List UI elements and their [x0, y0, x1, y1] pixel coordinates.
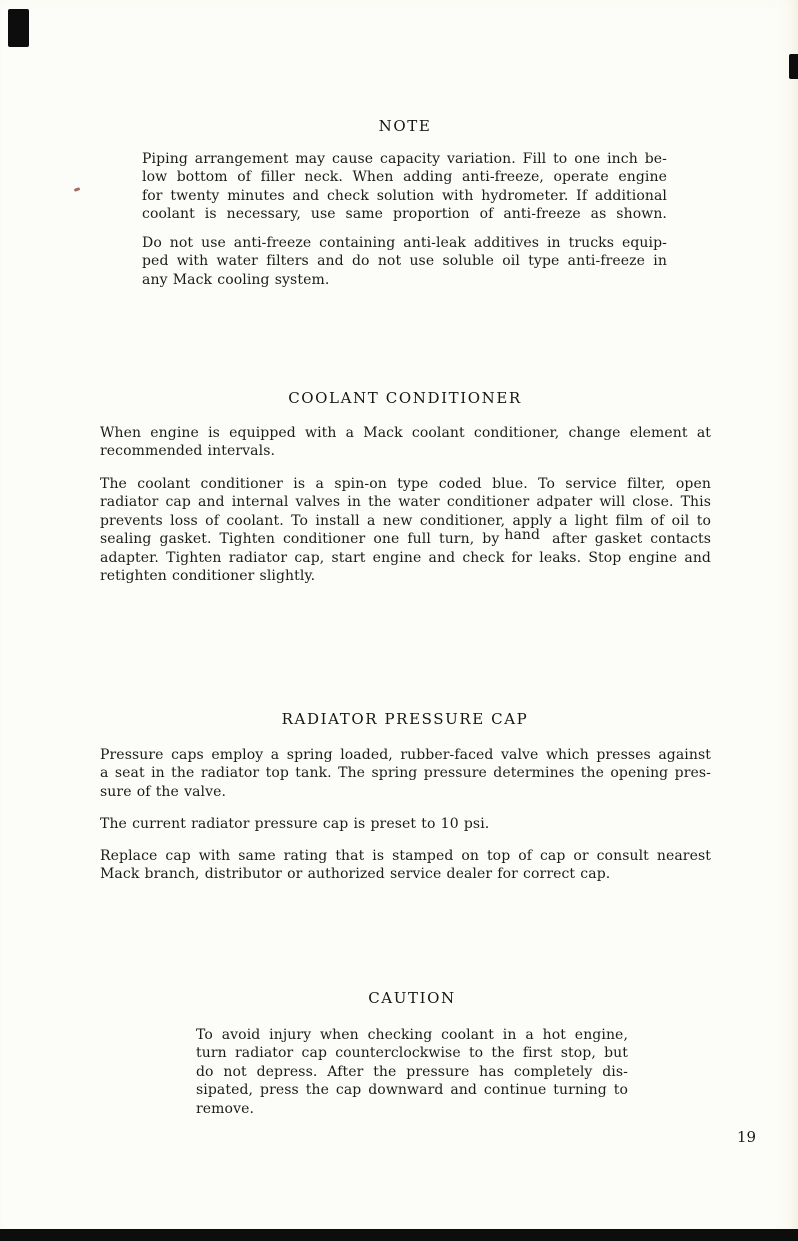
radiator-paragraph-3	[100, 847, 711, 884]
note-paragraph-2	[142, 234, 667, 289]
text-line: Piping arrangement may cause capacity variation. Fill to one inch be-	[142, 151, 667, 167]
text-line: When engine is equipped with a Mack coolant conditioner, change element at	[100, 425, 711, 441]
text-line: retighten conditioner slightly.	[100, 568, 316, 585]
scan-speck	[74, 187, 81, 192]
caution-heading: CAUTION	[368, 989, 456, 1007]
coolant-conditioner-heading: COOLANT CONDITIONER	[288, 389, 522, 407]
text-line: a seat in the radiator top tank. The spring pressure determines the opening pres-	[100, 765, 711, 782]
text-line: coolant is necessary, use same proportion of anti-freeze as shown.	[142, 206, 667, 223]
radiator-paragraph-1	[100, 746, 711, 801]
text-line: Do not use anti-freeze containing anti-leak additives in trucks equip-	[142, 235, 667, 251]
text-line: adapter. Tighten radiator cap, start engine and check for leaks. Stop engine and	[100, 549, 711, 566]
radiator-pressure-cap-heading: RADIATOR PRESSURE CAP	[281, 710, 529, 728]
text-line: remove.	[196, 1100, 255, 1117]
text-line: To avoid injury when checking coolant in a hot engine,	[196, 1027, 628, 1043]
text-line: do not depress. After the pressure has completely dis-	[196, 1063, 628, 1080]
text-line: for twenty minutes and check solution with hydrometer. If additional	[142, 187, 667, 204]
text-line: The current radiator pressure cap is preset to 10 psi.	[100, 816, 490, 832]
page-number: 19	[737, 1128, 757, 1146]
text-line: Mack branch, distributor or authorized service dealer for correct cap.	[100, 866, 611, 883]
text-line: sure of the valve.	[100, 783, 227, 800]
caution-paragraph	[196, 1026, 628, 1118]
note-heading: NOTE	[378, 117, 432, 135]
text-line: radiator cap and internal valves in the water conditioner adpater will close. This	[100, 494, 711, 511]
text-line: low bottom of filler neck. When adding anti-freeze, operate engine	[142, 169, 667, 186]
text-segment: sealing gasket. Tighten conditioner one full turn, by	[100, 531, 500, 548]
coolant-paragraph-2	[100, 475, 711, 585]
scan-artifact-bottom-bar	[0, 1229, 798, 1241]
radiator-paragraph-2	[100, 815, 711, 833]
coolant-paragraph-1	[100, 424, 711, 461]
text-line: The coolant conditioner is a spin-on type coded blue. To service filter, open	[100, 476, 711, 492]
text-line: turn radiator cap counterclockwise to the first stop, but	[196, 1045, 628, 1062]
text-line: Pressure caps employ a spring loaded, rubber-faced valve which presses against	[100, 747, 711, 763]
text-line: ped with water filters and do not use soluble oil type anti-freeze in	[142, 253, 667, 270]
scan-artifact-right-edge	[789, 54, 798, 79]
text-line: recommended intervals.	[100, 443, 276, 460]
text-line-with-insertion	[100, 527, 711, 548]
scan-artifact-top-left	[8, 9, 29, 47]
text-line: prevents loss of coolant. To install a new conditioner, apply a light film of oil to	[100, 512, 711, 529]
typewriter-inserted-word: hand	[504, 527, 541, 544]
text-line: any Mack cooling system.	[142, 271, 330, 288]
text-line: sipated, press the cap downward and continue turning to	[196, 1082, 628, 1099]
note-paragraph-1	[142, 150, 667, 224]
text-line: Replace cap with same rating that is stamped on top of cap or consult nearest	[100, 848, 711, 864]
text-segment: after gasket contacts	[552, 531, 711, 548]
